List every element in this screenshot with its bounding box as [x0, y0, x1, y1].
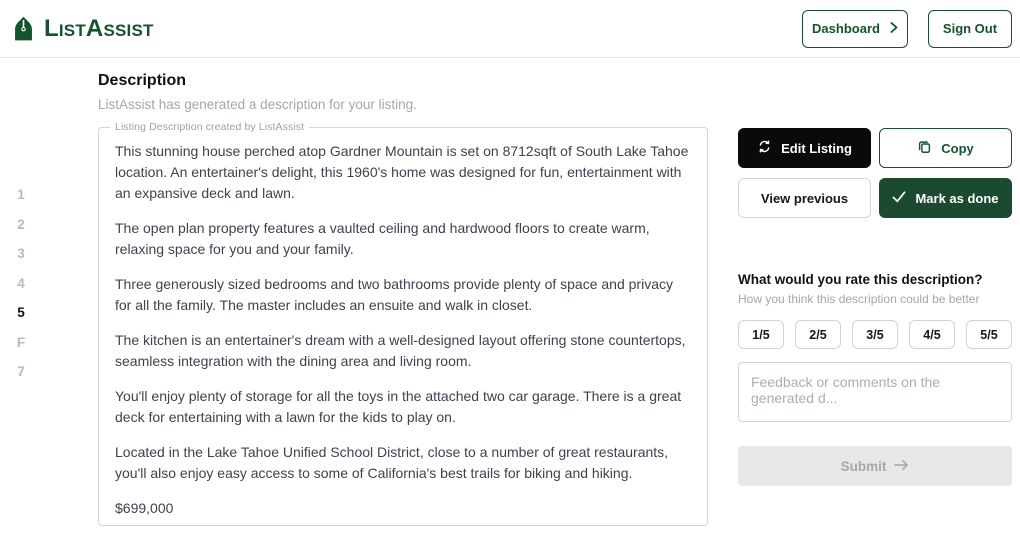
step-item-4[interactable]: 4 [17, 275, 25, 291]
refresh-icon [757, 139, 772, 157]
listing-description-box [98, 121, 708, 526]
header-actions [802, 10, 1012, 48]
submit-label: Submit [840, 458, 887, 474]
app-logo-text: ListAssist [44, 14, 154, 42]
description-paragraph: This stunning house perched atop Gardner Mountain is set on 8712sqft of South Lake Tahoe location. An entertainer's delight, this 1960's home was designed for fun, entertainment with an expansive deck and lawn. [115, 143, 689, 201]
mark-as-done-label: Mark as done [915, 190, 999, 206]
page-subtitle: ListAssist has generated a description for your listing. [98, 97, 417, 112]
step-item-7[interactable]: 7 [17, 364, 25, 379]
rating-hint: How you think this description could be better [738, 292, 980, 306]
step-item-3[interactable]: 3 [17, 246, 25, 261]
step-item-5-active[interactable]: 5 [17, 305, 25, 320]
description-paragraph: The open plan property features a vaulted ceiling and hardwood floors to create warm, relaxing space for you and your family. [115, 220, 650, 257]
rate-2-button[interactable]: 2/5 [795, 320, 841, 349]
view-previous-button[interactable] [738, 178, 871, 218]
description-paragraph: The kitchen is an entertainer's dream with a well-designed layout offering stone countertops, seamless integration with the dining area and living room. [115, 332, 686, 369]
app-header [0, 0, 1020, 58]
step-item-2[interactable]: 2 [17, 216, 25, 232]
edit-listing-label: Edit Listing [781, 140, 852, 156]
rate-1-button[interactable]: 1/5 [738, 320, 784, 349]
dashboard-button[interactable] [802, 10, 908, 48]
rating-options [738, 320, 1012, 349]
sign-out-button[interactable] [928, 10, 1012, 48]
action-button-grid [738, 128, 1012, 218]
description-step-list [10, 188, 32, 379]
step-item-6[interactable]: F [16, 334, 26, 350]
copy-label: Copy [941, 140, 974, 156]
rate-5-button[interactable]: 5/5 [966, 320, 1012, 349]
copy-button[interactable] [879, 128, 1012, 168]
listing-price: $699,000 [115, 500, 174, 516]
description-paragraph: Located in the Lake Tahoe Unified School District, close to a number of great restaurants, you'll also enjoy easy access to some of California's best trails for biking and hiking. [115, 444, 669, 481]
view-previous-label: View previous [760, 190, 849, 206]
check-icon [892, 191, 906, 206]
step-item-1[interactable]: 1 [17, 187, 25, 202]
page-title: Description [98, 72, 187, 89]
sign-out-button-label: Sign Out [942, 21, 998, 36]
copy-icon [917, 139, 932, 158]
chevron-right-icon [890, 21, 898, 36]
mark-as-done-button[interactable] [879, 178, 1012, 218]
right-panel [738, 128, 1012, 486]
dashboard-button-label: Dashboard [812, 21, 880, 36]
description-paragraph: You'll enjoy plenty of storage for all the toys in the attached two car garage. There is a great deck for entertaining with a lawn for the kids to play on. [115, 388, 682, 425]
feedback-input[interactable] [738, 362, 1012, 422]
app-logo [10, 15, 154, 43]
rate-3-button[interactable]: 3/5 [852, 320, 898, 349]
description-paragraph: Three generously sized bedrooms and two bathrooms provide plenty of space and privacy for all the family. The master includes an ensuite and walk in closet. [115, 276, 673, 313]
listing-description-legend: Listing Description created by ListAssist [110, 121, 309, 133]
rate-4-button[interactable]: 4/5 [909, 320, 955, 349]
listing-description-text [99, 128, 707, 533]
pen-nib-icon [10, 15, 37, 42]
edit-listing-button[interactable] [738, 128, 871, 168]
arrow-right-icon [894, 459, 909, 474]
rating-question: What would you rate this description? [738, 272, 983, 287]
submit-button[interactable] [738, 446, 1012, 486]
